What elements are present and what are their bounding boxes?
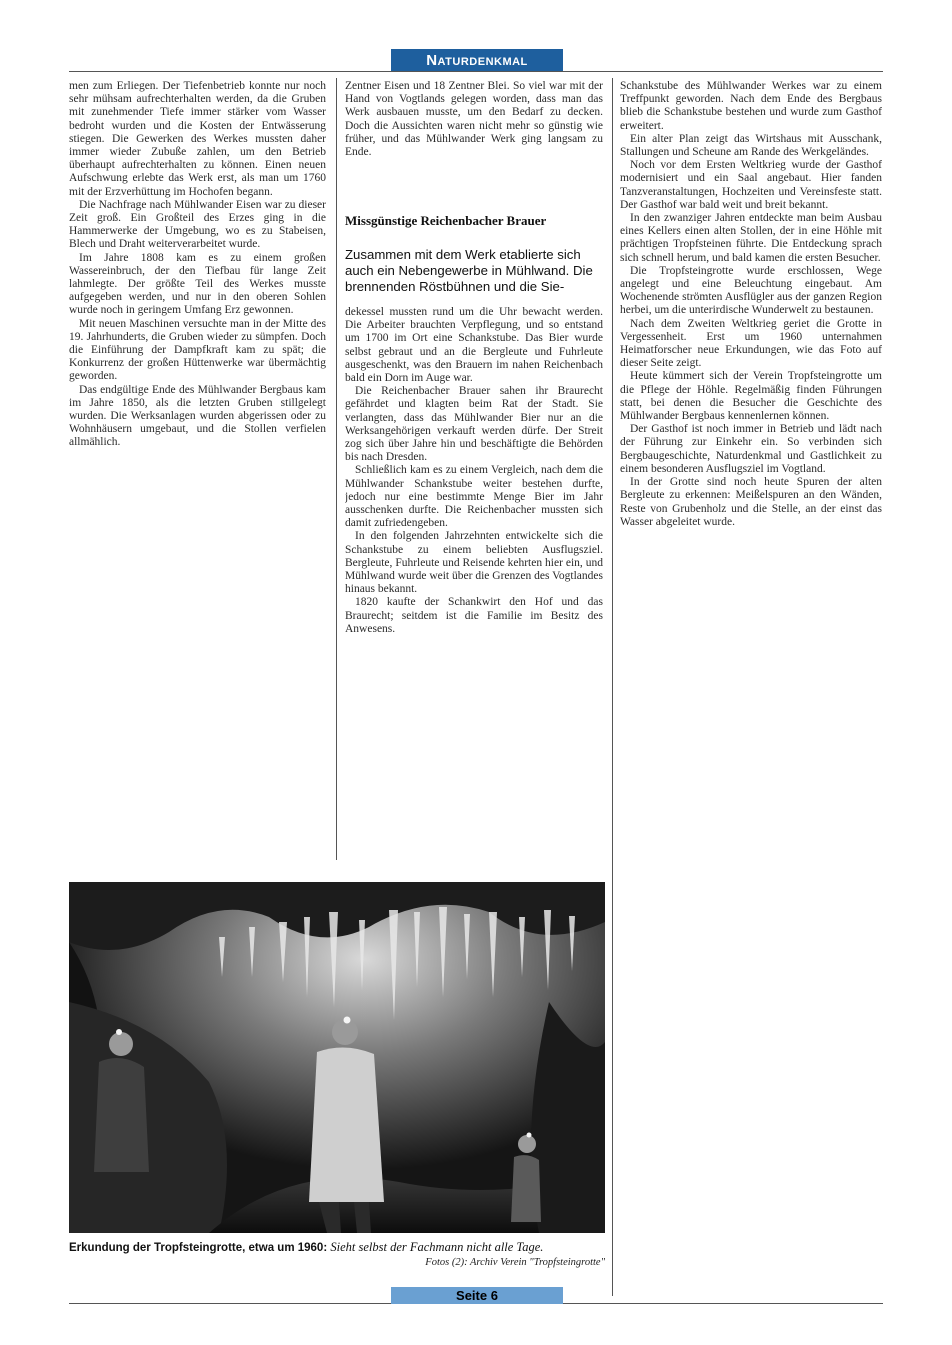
lead-paragraph: Zusammen mit dem Werk etablierte sich auch ein Nebengewerbe in Mühlwand. Die brennenden Röstbühnen und die Sie- bbox=[345, 247, 593, 294]
article-column-2-top bbox=[345, 80, 603, 202]
paragraph: In den folgenden Jahrzehnten entwickelte sich die Schankstube zu einem beliebten Ausflugsziel. Bergleute, Fuhrleute und Reisende kehrten hier ein, und Mühlwand wurde weit über die Grenzen des Vogtlandes hinaus bekannt. bbox=[345, 530, 603, 596]
article-column-3 bbox=[620, 80, 882, 1295]
paragraph: Die Tropfsteingrotte wurde erschlossen, Wege angelegt und eine Beleuchtung eingebaut. Am Wochenende strömten Ausflügler aus der ganzen Region herbei, um die unterirdische Wunderwelt zu bestaunen. bbox=[620, 264, 882, 317]
paragraph: Schankstube des Mühlwander Werkes war zu einem Treffpunkt geworden. Nach dem Ende des Bergbaus blieb die Schankstube bestehen und wurde zum Gasthof erweitert. bbox=[620, 80, 882, 132]
column-divider bbox=[336, 78, 337, 860]
page-number: Seite 6 bbox=[391, 1287, 563, 1304]
article-column-2-bottom bbox=[345, 306, 603, 858]
paragraph: Ein alter Plan zeigt das Wirtshaus mit Ausschank, Stallungen und Scheune am Rande des Werkgeländes. bbox=[620, 132, 882, 159]
paragraph: 1820 kaufte der Schankwirt den Hof und das Braurecht; seitdem ist die Familie im Besitz des Anwesens. bbox=[345, 596, 603, 635]
caption-italic: Sieht selbst der Fachmann nicht alle Tage. bbox=[330, 1240, 544, 1254]
paragraph: Noch vor dem Ersten Weltkrieg wurde der Gasthof modernisiert und ein Saal angebaut. Hier fanden Tanzveranstaltungen, Hochzeiten und Vereinsfeste statt. Der Gasthof war bald weit und breit bekannt. bbox=[620, 159, 882, 211]
paragraph: In der Grotte sind noch heute Spuren der alten Bergleute zu erkennen: Meißelspuren an den Wänden, Reste von Grubenholz und die Stelle, an der einst das Wasser abgeleitet wurde. bbox=[620, 476, 882, 528]
paragraph: Die Reichenbacher Brauer sahen ihr Braurecht gefährdet und klagten beim Rat der Stadt. Sie verlangten, dass das Mühlwander Bier nur an die Werksangehörigen verkauft werden dürfe. Der Streit zog sich über Jahre hin und beschäftigte die Behörden bis nach Dresden. bbox=[345, 385, 603, 464]
top-rule bbox=[69, 71, 883, 72]
paragraph: In den zwanziger Jahren entdeckte man beim Ausbau eines Kellers einen alten Stollen, der in eine Höhle mit prächtigen Tropfsteinen führte. Die Entdeckung sprach sich schnell herum, und bald kamen die ersten Besucher. bbox=[620, 212, 882, 264]
article-column-1 bbox=[69, 80, 326, 858]
paragraph: Im Jahre 1808 kam es zu einem großen Wassereinbruch, der den Tiefbau für lange Zeit lahmlegte. Der größte Teil des Werkes musste aufgegeben werden, und nur in den oberen Sohlen wurde noch in geringem Umfang Erz gewonnen. bbox=[69, 251, 326, 317]
paragraph: Mit neuen Maschinen versuchte man in der Mitte des 19. Jahrhunderts, die Gruben wieder zu sümpfen. Doch die Einführung der Dampfkraft kam zu spät; die Konkurrenz der großen Hüttenwerke war übermächtig geworden. bbox=[69, 317, 326, 383]
photo-caption bbox=[69, 1240, 605, 1255]
paragraph: Der Gasthof ist noch immer in Betrieb und lädt nach der Führung zur Einkehr ein. So verbinden sich Bergbaugeschichte, Naturdenkmal und Gastlichkeit zu einem besonderen Ausflugsziel im Vogtland. bbox=[620, 423, 882, 475]
paragraph: Zentner Eisen und 18 Zentner Blei. So viel war mit der Hand von Vogtlands gelegen worden, dass man das Werk ausbauen musste, um den Bedarf zu decken. Doch die Aussichten waren nicht mehr so günstig wie früher, und das Mühlwander Werk ging langsam zu Ende. bbox=[345, 80, 603, 159]
caption-bold: Erkundung der Tropfsteingrotte, etwa um 1960: bbox=[69, 1242, 328, 1254]
paragraph: Das endgültige Ende des Mühlwander Bergbaus kam im Jahre 1850, als die letzten Gruben stillgelegt wurden. Die Werksanlagen wurden abgerissen oder zu Wohnhäusern umgebaut, und die Stollen verfielen allmählich. bbox=[69, 383, 326, 449]
paragraph: Nach dem Zweiten Weltkrieg geriet die Grotte in Vergessenheit. Erst um 1960 unternahmen Heimatforscher neue Erkundungen, wie das Foto auf dieser Seite zeigt. bbox=[620, 317, 882, 370]
paragraph: Heute kümmert sich der Verein Tropfsteingrotte um die Pflege der Höhle. Regelmäßig finden Führungen statt, bei denen die Besucher die Geschichte des Mühlwander Bergbaus kennenlernen können. bbox=[620, 370, 882, 423]
cave-photo bbox=[69, 882, 605, 1233]
paragraph: Die Nachfrage nach Mühlwander Eisen war zu dieser Zeit groß. Ein Großteil des Erzes ging in die Hammerwerke der Umgebung, wo es zu Stabeisen, Blech und Draht weiterverarbeitet wurde. bbox=[69, 198, 326, 251]
section-heading: Missgünstige Reichenbacher Brauer bbox=[345, 213, 547, 228]
paragraph: men zum Erliegen. Der Tiefenbetrieb konnte nur noch sehr mühsam aufrechterhalten werden, da die Gruben mit zunehmender Tiefe immer stärker vom Wasser bedroht wurden und die Kosten der Entwässerung stiegen. Die Gewerken des Werkes mussten daher immer wieder Zubuße zahlen, um den Betrieb überhaupt aufrechterhalten zu können. Einen neuen Aufschwung erlebte das Werk erst, als man um 1760 mit der Erzverhüttung im Hochofen begann. bbox=[69, 80, 326, 198]
section-header: Naturdenkmal bbox=[391, 49, 563, 71]
photo-credit: Fotos (2): Archiv Verein "Tropfsteingrotte" bbox=[425, 1257, 605, 1268]
paragraph: Schließlich kam es zu einem Vergleich, nach dem die Mühlwander Schankstube weiter bestehen durfte, jedoch nur eine bestimmte Menge Bier im Jahr ausschenken durfte. Die Reichenbacher mussten sich damit zufriedengeben. bbox=[345, 464, 603, 530]
column-divider bbox=[612, 78, 613, 1296]
paragraph: dekessel mussten rund um die Uhr bewacht werden. Die Arbeiter brauchten Verpflegung, und so entstand um 1700 im Ort eine Schankstube. Das Bier wurde selbst gebraut und an die Bergleute und Fuhrleute ausgeschenkt, was den Brauern im nahen Reichenbach bald ein Dorn im Auge war. bbox=[345, 306, 603, 385]
